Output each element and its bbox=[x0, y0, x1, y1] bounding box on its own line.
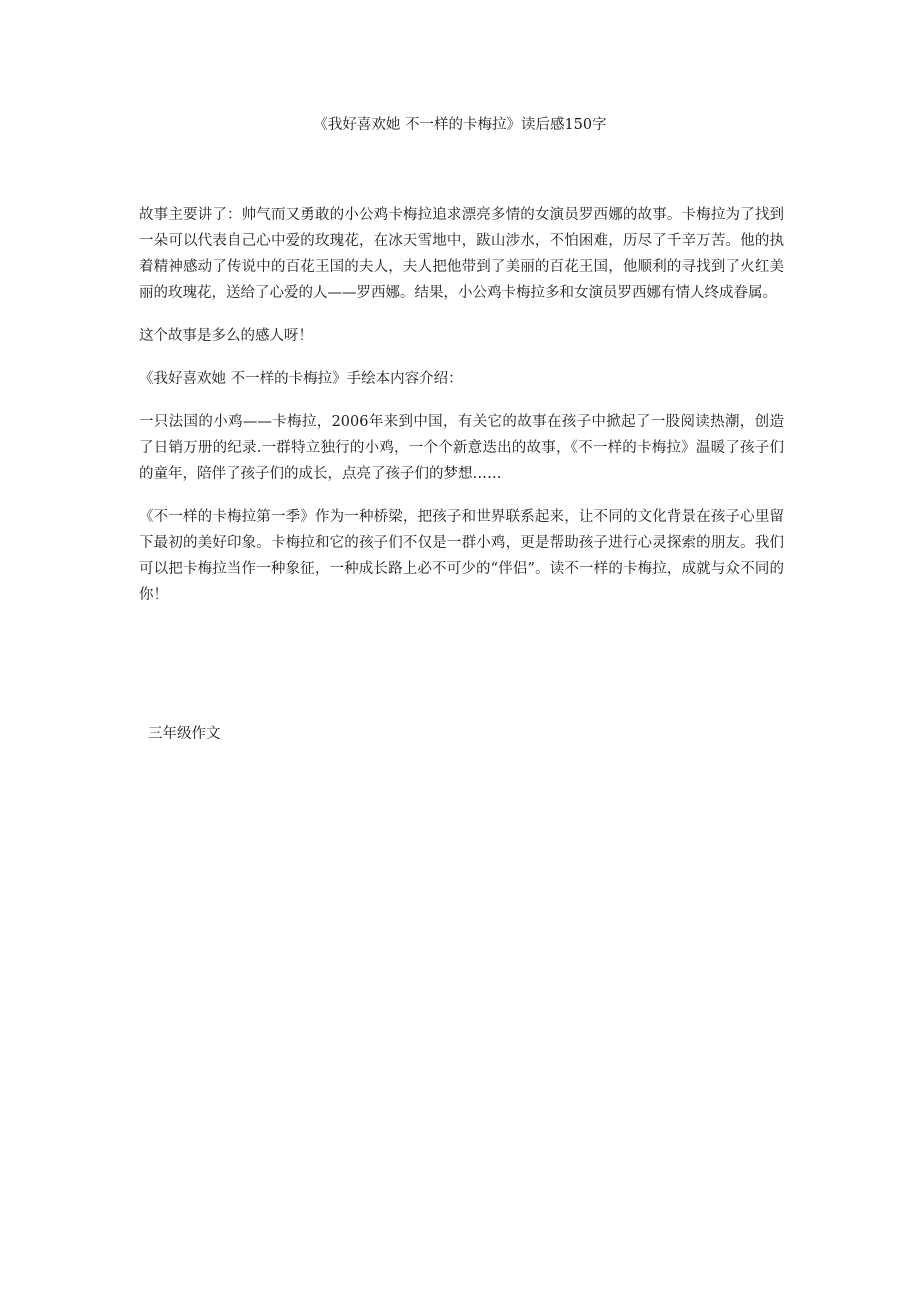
category-label: 三年级作文 bbox=[148, 726, 221, 742]
paragraph-story-summary: 故事主要讲了：帅气而又勇敢的小公鸡卡梅拉追求漂亮多情的女演员罗西娜的故事。卡梅拉为了找到一朵可以代表自己心中爱的玫瑰花，在冰天雪地中，跋山涉水，不怕困难，历尽了千辛万苦。他的执着精神感动了传说中的百花王国的夫人，夫人把他带到了美丽的百花王国，他顺利的寻找到了火红美丽的玫瑰花，送给了心爱的人——罗西娜。结果，小公鸡卡梅拉多和女演员罗西娜有情人终成眷属。 bbox=[139, 207, 784, 301]
paragraph-season-one: 《不一样的卡梅拉第一季》作为一种桥梁，把孩子和世界联系起来，让不同的文化背景在孩子心里留下最初的美好印象。卡梅拉和它的孩子们不仅是一群小鸡，更是帮助孩子进行心灵探索的朋友。我们可以把卡梅拉当作一种象征，一种成长路上必不可少的“伴侣”。读不一样的卡梅拉，成就与众不同的你！ bbox=[139, 509, 784, 603]
document-title: 《我好喜欢她 不一样的卡梅拉》读后感150字 bbox=[313, 117, 607, 133]
paragraph-intro-heading: 《我好喜欢她 不一样的卡梅拉》手绘本内容介绍： bbox=[139, 371, 463, 387]
paragraph-exclamation: 这个故事是多么的感人呀！ bbox=[139, 328, 313, 344]
document-body bbox=[139, 202, 784, 625]
paragraph-introduction: 一只法国的小鸡——卡梅拉，2006年来到中国，有关它的故事在孩子中掀起了一股阅读热潮，创造了日销万册的纪录.一群特立独行的小鸡，一个个新意迭出的故事，《不一样的卡梅拉》温暖了孩子们的童年，陪伴了孩子们的成长，点亮了孩子们的梦想…… bbox=[139, 414, 784, 482]
